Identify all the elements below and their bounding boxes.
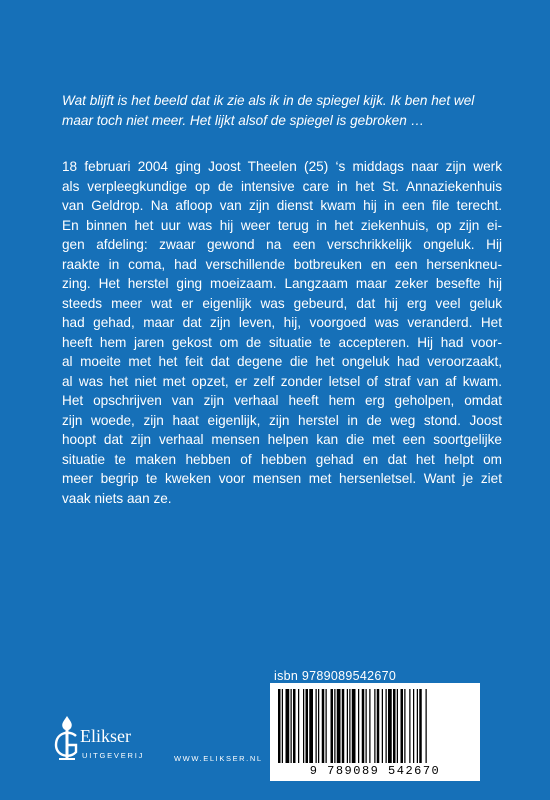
barcode-bar (417, 689, 418, 763)
barcode-bar (349, 689, 350, 763)
publisher-subtitle: UITGEVERIJ (82, 751, 145, 760)
barcode-bar (388, 689, 392, 763)
barcode-bar (303, 689, 304, 763)
publisher-name: Elikser (80, 726, 131, 746)
barcode-bar (337, 689, 341, 763)
barcode-bar (316, 689, 317, 763)
blurb-line: situatie te maken hebben of hebben gehad en dat het helpt om (62, 451, 502, 467)
barcode-bar (282, 689, 283, 763)
barcode-bar (342, 689, 345, 763)
blurb-line: zing. Het herstel ging moeizaam. Langzaam maar zeker besefte hij (62, 276, 502, 291)
barcode-bar (413, 689, 414, 763)
barcode-bar (326, 689, 327, 763)
blurb-line: heeft hem jaren gekost om de situatie te accepteren. Hij had voor- (62, 334, 502, 350)
barcode-bar (298, 689, 299, 763)
publisher-website: WWW.ELIKSER.NL (174, 754, 263, 763)
barcode-bar (362, 689, 365, 763)
barcode-bar (291, 689, 292, 763)
barcode (270, 683, 480, 781)
blurb-line: gen afdeling: zwaar gewond na een verschrikkelijk ongeluk. Hij (62, 237, 502, 252)
quote-text: Wat blijft is het beeld dat ik zie als ik in de spiegel kijk. Ik ben het wel maar toch niet meer. Het lijkt alsof de spiegel is gebroken … (62, 93, 475, 128)
isbn-label: isbn 9789089542670 (274, 669, 397, 683)
barcode-bar (404, 689, 405, 763)
barcode-bar (401, 689, 404, 763)
publisher-logo-icon (50, 714, 84, 769)
barcode-bar (278, 689, 281, 763)
barcode-bar (331, 689, 334, 763)
blurb-line: Het opschrijven van zijn verhaal heeft hem erg geholpen, omdat (62, 393, 502, 408)
barcode-bar (393, 689, 396, 763)
barcode-bar (419, 689, 422, 763)
barcode-bar (309, 689, 313, 763)
blurb-line: al moeite met het feit dat degene die het ongeluk had veroorzaakt, (62, 354, 502, 369)
barcode-bar (386, 689, 387, 763)
blurb-line: had gehad, maar dat zijn leven, hij, voorgoed was veranderd. Het (62, 315, 502, 330)
barcode-bar (366, 689, 367, 763)
blurb-line: hoopt dat zijn verhaal mensen helpen kan die met een soortgelijke (62, 432, 502, 447)
barcode-bar (369, 689, 370, 763)
barcode-bar (382, 689, 383, 763)
barcode-bar (293, 689, 296, 763)
blurb-line: 18 februari 2004 ging Joost Theelen (25) ‘s middags naar zijn werk (62, 159, 502, 174)
barcode-bar (377, 689, 380, 763)
barcode-bar (286, 689, 290, 763)
barcode-bars (278, 689, 472, 763)
barcode-bar (426, 689, 427, 763)
blurb-line: als verpleegkundige op de intensive care in het St. Annaziekenhuis (62, 178, 502, 194)
blurb-line: zijn woede, zijn haat eigenlijk, zijn herstel in de weg stond. Joost (62, 412, 502, 428)
barcode-bar (347, 689, 348, 763)
barcode-bar (306, 689, 309, 763)
barcode-bar (358, 689, 359, 763)
blurb-text (62, 157, 502, 508)
barcode-bar (322, 689, 325, 763)
blurb-line: van Geldrop. Na afloop van zijn dienst kwam hij in een file terecht. (62, 198, 502, 213)
barcode-bar (334, 689, 335, 763)
blurb-line: En binnen het uur was hij weer terug in het ziekenhuis, op zijn ei- (62, 217, 502, 233)
barcode-bar (374, 689, 375, 763)
barcode-bar (409, 689, 410, 763)
blurb-line: vaak niets aan ze. (62, 490, 172, 506)
barcode-bar (318, 689, 319, 763)
blurb-line: meer begrip te kweken voor mensen met hersenletsel. Want je ziet (62, 471, 502, 486)
barcode-bar (352, 689, 356, 763)
barcode-bar (397, 689, 398, 763)
blurb-line: steeds meer wat er eigenlijk was gebeurd, dat hij erg veel geluk (62, 295, 502, 311)
barcode-digits: 9 789089 542670 (309, 764, 441, 778)
blurb-line: al was het niet met opzet, er zelf zonder letsel of straf van af kwam. (62, 373, 502, 389)
blurb-line: raakte in coma, had verschillende botbreuken en een hersenkneu- (62, 256, 502, 272)
